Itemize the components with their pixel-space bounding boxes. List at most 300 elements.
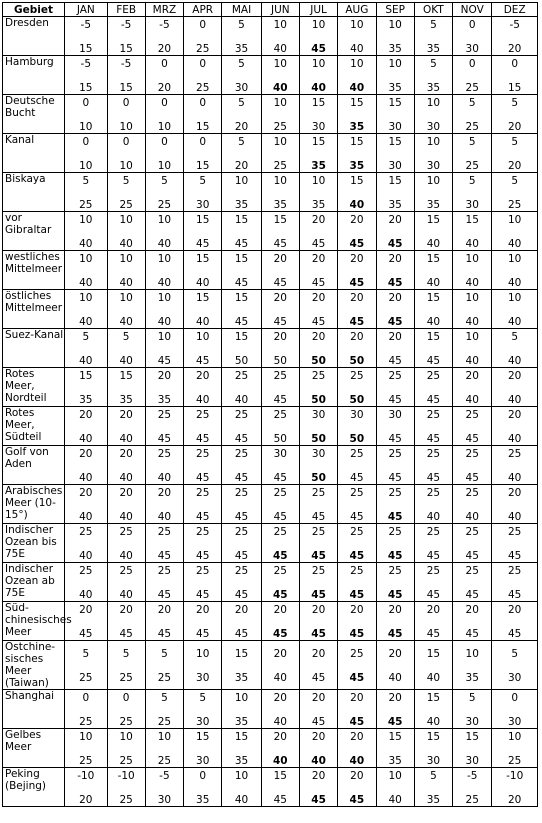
max-value: 45 [311, 588, 326, 601]
min-value: 25 [388, 564, 402, 577]
min-value: 20 [388, 330, 402, 343]
min-value: 15 [426, 291, 441, 304]
max-value: 40 [465, 393, 479, 406]
area-name: Peking (Bejing) [3, 768, 65, 807]
min-value: 0 [82, 96, 90, 109]
month-cell [376, 212, 414, 251]
max-value: 35 [388, 42, 402, 55]
month-cell [414, 407, 452, 446]
min-value: 20 [311, 647, 326, 660]
month-cell [299, 446, 337, 485]
min-value: 25 [508, 525, 522, 538]
min-value: 15 [465, 730, 479, 743]
max-value: 45 [387, 237, 403, 250]
max-value: 40 [234, 393, 249, 406]
min-value: 10 [79, 291, 93, 304]
header-cell: APR [184, 3, 222, 17]
max-value: 45 [508, 588, 522, 601]
month-cell [184, 134, 222, 173]
month-cell [184, 251, 222, 290]
min-value: 20 [79, 408, 93, 421]
month-cell [184, 446, 222, 485]
min-value: 0 [199, 769, 207, 782]
min-value: 25 [426, 486, 441, 499]
max-value: 45 [234, 471, 249, 484]
min-value: 20 [273, 647, 287, 660]
min-value: 25 [465, 525, 479, 538]
max-value: 45 [426, 627, 441, 640]
area-name: westliches Mittelmeer [3, 251, 65, 290]
max-value: 45 [311, 276, 326, 289]
month-cell [299, 251, 337, 290]
header-cell: NOV [453, 3, 492, 17]
min-value: 10 [388, 769, 402, 782]
max-value: 45 [196, 588, 210, 601]
month-cell [376, 95, 414, 134]
min-value: 25 [273, 525, 287, 538]
min-value: 15 [196, 213, 210, 226]
max-value: 45 [465, 471, 479, 484]
max-value: 35 [426, 198, 441, 211]
month-cell [184, 729, 222, 768]
month-cell [299, 17, 337, 56]
min-value: 10 [465, 291, 479, 304]
max-value: 45 [273, 315, 287, 328]
area-name: Biskaya [3, 173, 65, 212]
month-cell [145, 212, 183, 251]
max-value: 45 [349, 549, 365, 562]
min-value: 0 [82, 135, 90, 148]
max-value: 35 [119, 393, 133, 406]
month-cell [376, 602, 414, 641]
max-value: 40 [508, 393, 522, 406]
month-cell [107, 17, 145, 56]
month-cell [338, 368, 376, 407]
table-row [3, 524, 538, 563]
min-value: 15 [234, 330, 249, 343]
month-cell [376, 329, 414, 368]
table-row [3, 290, 538, 329]
min-value: 10 [273, 174, 287, 187]
min-value: -5 [509, 18, 520, 31]
month-cell [299, 368, 337, 407]
month-cell [414, 290, 452, 329]
min-value: 20 [508, 408, 522, 421]
min-value: 10 [508, 213, 522, 226]
max-value: 45 [387, 588, 403, 601]
min-value: 5 [468, 174, 476, 187]
min-value: 5 [199, 691, 207, 704]
month-cell [65, 485, 107, 524]
month-cell [107, 134, 145, 173]
min-value: 20 [350, 769, 364, 782]
min-value: 15 [465, 213, 479, 226]
month-cell [338, 17, 376, 56]
min-value: 5 [161, 647, 168, 660]
month-cell [376, 641, 414, 690]
month-cell [222, 641, 261, 690]
month-cell [145, 407, 183, 446]
month-cell [145, 446, 183, 485]
min-value: 5 [122, 647, 130, 660]
month-cell [222, 768, 261, 807]
month-cell [107, 251, 145, 290]
max-value: 25 [273, 159, 287, 172]
max-value: 30 [508, 671, 522, 684]
max-value: 25 [79, 754, 93, 767]
min-value: 25 [157, 564, 172, 577]
max-value: 45 [234, 588, 249, 601]
min-value: 20 [273, 291, 287, 304]
min-value: 0 [122, 691, 130, 704]
min-value: 25 [119, 525, 133, 538]
month-cell [338, 212, 376, 251]
min-value: 5 [511, 647, 519, 660]
max-value: 40 [426, 715, 441, 728]
header-cell: JAN [65, 3, 107, 17]
min-value: 25 [234, 486, 249, 499]
table-row [3, 768, 538, 807]
max-value: 45 [508, 549, 522, 562]
month-cell [261, 446, 299, 485]
month-cell [261, 251, 299, 290]
min-value: 20 [79, 447, 93, 460]
month-cell [299, 95, 337, 134]
max-value: 50 [311, 393, 326, 406]
month-cell [65, 768, 107, 807]
month-cell [107, 173, 145, 212]
min-value: 20 [350, 252, 364, 265]
month-cell [414, 446, 452, 485]
max-value: 40 [508, 432, 522, 445]
month-cell [492, 690, 538, 729]
min-value: 5 [122, 174, 130, 187]
min-value: 10 [234, 769, 249, 782]
month-cell [376, 368, 414, 407]
max-value: 25 [119, 793, 133, 806]
min-value: 10 [388, 18, 402, 31]
max-value: 40 [79, 432, 93, 445]
max-value: 40 [79, 354, 93, 367]
min-value: 10 [465, 252, 479, 265]
max-value: 25 [465, 120, 479, 133]
max-value: 45 [157, 588, 172, 601]
table-row [3, 95, 538, 134]
min-value: 10 [119, 252, 133, 265]
min-value: 25 [388, 369, 402, 382]
min-value: 25 [350, 647, 364, 660]
max-value: 45 [157, 627, 172, 640]
table-row [3, 17, 538, 56]
min-value: 0 [511, 691, 519, 704]
max-value: 45 [311, 549, 326, 562]
month-cell [184, 768, 222, 807]
month-cell [261, 329, 299, 368]
month-cell [184, 56, 222, 95]
max-value: 35 [311, 159, 326, 172]
max-value: 45 [272, 588, 288, 601]
max-value: 45 [234, 315, 249, 328]
header-cell: MAI [222, 3, 261, 17]
min-value: 20 [388, 291, 402, 304]
max-value: 25 [273, 120, 287, 133]
min-value: 25 [157, 447, 172, 460]
month-cell [184, 17, 222, 56]
max-value: 40 [465, 276, 479, 289]
month-cell [376, 446, 414, 485]
month-cell [222, 729, 261, 768]
max-value: 45 [426, 432, 441, 445]
month-cell [453, 134, 492, 173]
month-cell [222, 485, 261, 524]
min-value: 15 [426, 691, 441, 704]
min-value: 25 [196, 486, 210, 499]
max-value: 25 [119, 754, 133, 767]
max-value: 45 [234, 627, 249, 640]
min-value: 10 [273, 96, 287, 109]
area-name: Ostchine-sisches Meer (Taiwan) [3, 641, 65, 690]
max-value: 45 [234, 237, 249, 250]
month-cell [414, 212, 452, 251]
max-value: 15 [79, 81, 93, 94]
month-cell [261, 641, 299, 690]
max-value: 40 [426, 671, 441, 684]
max-value: 45 [196, 432, 210, 445]
max-value: 40 [465, 315, 479, 328]
max-value: 15 [508, 81, 522, 94]
month-cell [184, 173, 222, 212]
max-value: 30 [196, 198, 210, 211]
month-cell [222, 602, 261, 641]
min-value: -5 [159, 18, 170, 31]
max-value: 45 [234, 432, 249, 445]
max-value: 40 [79, 276, 93, 289]
min-value: 25 [196, 408, 210, 421]
max-value: 45 [388, 471, 402, 484]
month-cell [453, 768, 492, 807]
month-cell [222, 524, 261, 563]
max-value: 45 [349, 627, 365, 640]
month-cell [145, 768, 183, 807]
min-value: 20 [157, 486, 172, 499]
max-value: 45 [273, 471, 287, 484]
max-value: 45 [272, 549, 288, 562]
month-cell [492, 251, 538, 290]
max-value: 45 [388, 393, 402, 406]
month-cell [184, 524, 222, 563]
table-row [3, 56, 538, 95]
max-value: 45 [273, 510, 287, 523]
month-cell [453, 729, 492, 768]
max-value: 40 [508, 276, 522, 289]
month-cell [222, 212, 261, 251]
min-value: 25 [157, 525, 172, 538]
month-cell [261, 524, 299, 563]
month-cell [222, 563, 261, 602]
max-value: 40 [79, 510, 93, 523]
month-cell [492, 212, 538, 251]
max-value: 25 [157, 198, 172, 211]
max-value: 10 [157, 120, 172, 133]
max-value: 45 [349, 588, 365, 601]
month-cell [222, 251, 261, 290]
min-value: 30 [311, 408, 326, 421]
max-value: 40 [273, 671, 287, 684]
table-row [3, 329, 538, 368]
month-cell [222, 56, 261, 95]
max-value: 20 [157, 42, 172, 55]
max-value: 45 [196, 627, 210, 640]
month-cell [145, 56, 183, 95]
month-cell [376, 729, 414, 768]
min-value: 15 [119, 369, 133, 382]
month-cell [299, 690, 337, 729]
month-cell [376, 290, 414, 329]
month-cell [338, 641, 376, 690]
max-value: 50 [273, 432, 287, 445]
min-value: 10 [273, 57, 287, 70]
min-value: 0 [122, 96, 130, 109]
month-cell [299, 407, 337, 446]
max-value: 45 [196, 549, 210, 562]
min-value: -5 [120, 57, 132, 70]
month-cell [492, 768, 538, 807]
max-value: 10 [79, 159, 93, 172]
header-cell: FEB [107, 3, 145, 17]
min-value: 5 [511, 174, 519, 187]
min-value: 5 [199, 174, 207, 187]
month-cell [184, 563, 222, 602]
min-value: 10 [79, 252, 93, 265]
min-value: 10 [157, 330, 172, 343]
min-value: 15 [273, 769, 287, 782]
table-row [3, 485, 538, 524]
max-value: 45 [234, 549, 249, 562]
month-cell [107, 729, 145, 768]
min-value: 15 [388, 730, 402, 743]
max-value: 40 [465, 237, 479, 250]
max-value: 40 [508, 354, 522, 367]
month-cell [261, 485, 299, 524]
month-cell [492, 329, 538, 368]
min-value: 0 [161, 57, 168, 70]
max-value: 40 [508, 510, 522, 523]
max-value: 50 [234, 354, 249, 367]
min-value: 5 [161, 691, 168, 704]
month-cell [492, 446, 538, 485]
min-value: 15 [426, 730, 441, 743]
max-value: 35 [234, 715, 249, 728]
max-value: 45 [387, 715, 403, 728]
min-value: 25 [311, 564, 326, 577]
max-value: 40 [196, 315, 210, 328]
max-value: 50 [349, 354, 365, 367]
month-cell [376, 485, 414, 524]
month-cell [414, 95, 452, 134]
month-cell [492, 729, 538, 768]
month-cell [453, 17, 492, 56]
min-value: 25 [273, 408, 287, 421]
header-cell: Gebiet [3, 3, 65, 17]
min-value: 25 [350, 369, 364, 382]
min-value: 15 [388, 135, 402, 148]
max-value: 45 [273, 793, 287, 806]
month-cell [107, 563, 145, 602]
max-value: 40 [79, 588, 93, 601]
max-value: 30 [465, 715, 479, 728]
month-cell [414, 768, 452, 807]
month-cell [145, 641, 183, 690]
min-value: 10 [311, 18, 326, 31]
max-value: 50 [349, 432, 365, 445]
min-value: 30 [311, 447, 326, 460]
min-value: 20 [465, 603, 479, 616]
min-value: 25 [426, 564, 441, 577]
min-value: 25 [465, 408, 479, 421]
min-value: 15 [273, 213, 287, 226]
max-value: 45 [508, 627, 522, 640]
max-value: 40 [465, 510, 479, 523]
month-cell [107, 641, 145, 690]
min-value: 25 [388, 447, 402, 460]
month-cell [492, 641, 538, 690]
max-value: 35 [234, 198, 249, 211]
min-value: 20 [311, 603, 326, 616]
min-value: 20 [388, 213, 402, 226]
month-cell [338, 407, 376, 446]
min-value: 20 [311, 252, 326, 265]
max-value: 40 [349, 754, 365, 767]
min-value: 25 [234, 447, 249, 460]
month-cell [222, 17, 261, 56]
max-value: 45 [465, 627, 479, 640]
min-value: 20 [311, 291, 326, 304]
max-value: 35 [273, 198, 287, 211]
month-cell [414, 602, 452, 641]
min-value: 20 [388, 691, 402, 704]
max-value: 50 [273, 354, 287, 367]
month-cell [145, 524, 183, 563]
month-cell [145, 602, 183, 641]
min-value: 20 [196, 369, 210, 382]
max-value: 40 [79, 237, 93, 250]
max-value: 25 [196, 81, 210, 94]
max-value: 45 [387, 549, 403, 562]
min-value: 25 [273, 369, 287, 382]
min-value: 10 [426, 135, 441, 148]
max-value: 35 [234, 754, 249, 767]
min-value: 25 [388, 486, 402, 499]
month-cell [376, 173, 414, 212]
max-value: 15 [79, 42, 93, 55]
max-value: 45 [426, 471, 441, 484]
max-value: 40 [426, 237, 441, 250]
month-cell [299, 173, 337, 212]
month-cell [261, 95, 299, 134]
min-value: 25 [234, 525, 249, 538]
max-value: 40 [79, 471, 93, 484]
min-value: 25 [465, 486, 479, 499]
month-cell [338, 95, 376, 134]
min-value: 15 [234, 647, 249, 660]
max-value: 25 [196, 42, 210, 55]
min-value: 5 [82, 330, 90, 343]
max-value: 45 [349, 276, 365, 289]
max-value: 30 [426, 120, 441, 133]
max-value: 35 [426, 42, 441, 55]
max-value: 45 [157, 432, 172, 445]
month-cell [376, 690, 414, 729]
